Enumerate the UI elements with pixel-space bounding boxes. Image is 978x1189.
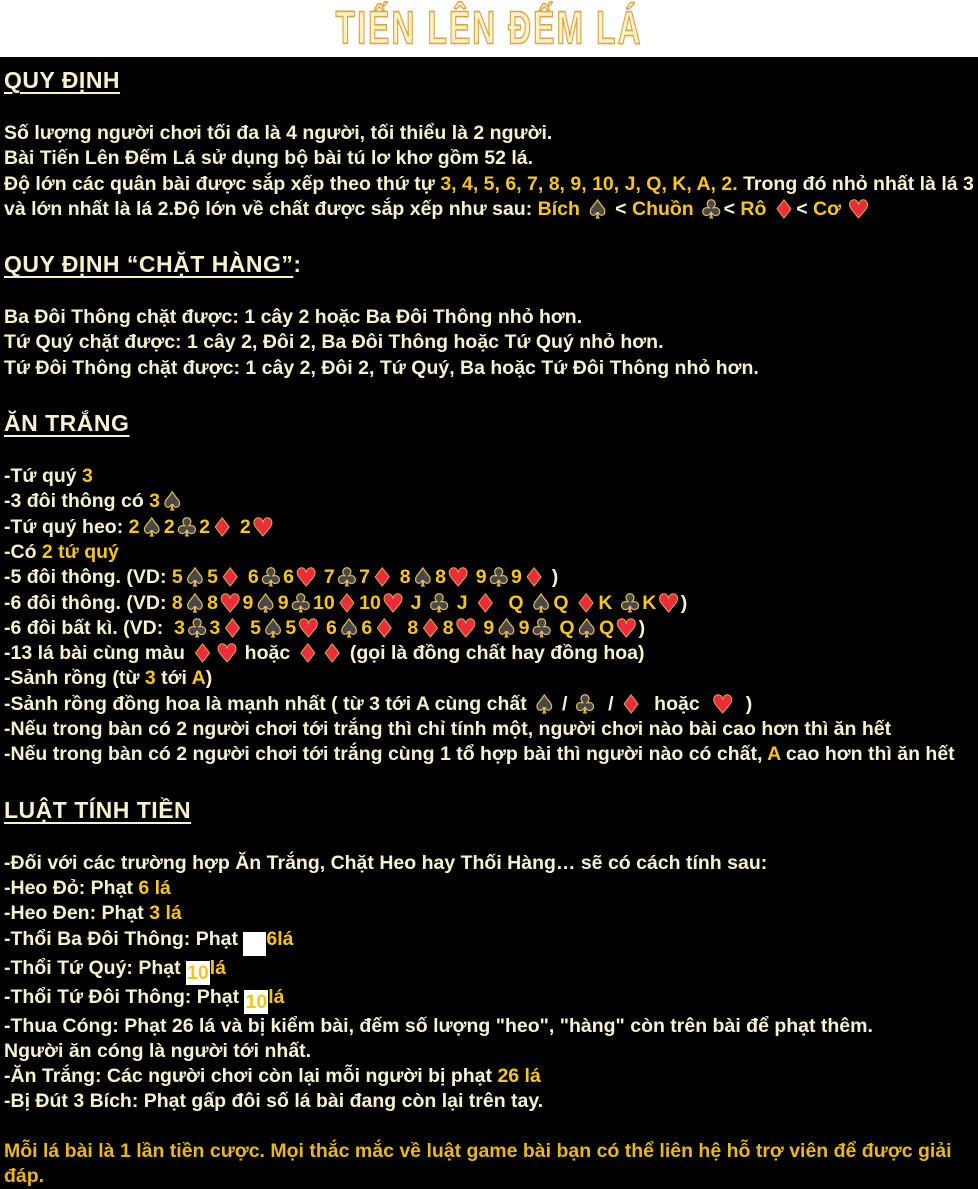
section-heading: ĂN TRẮNG [4, 410, 130, 437]
text-span: Trong đó nhỏ nhất là lá 3 [737, 172, 974, 195]
text-span: 9 [511, 566, 522, 589]
rule-line [4, 356, 974, 381]
club-icon: ♣ [700, 194, 723, 224]
text-span: -3 đôi thông có [4, 490, 150, 513]
text-span: 2 [163, 515, 175, 538]
rule-line [4, 1064, 974, 1089]
highlight-box [243, 932, 266, 956]
text-span: / [556, 692, 573, 715]
rules-content [0, 57, 978, 1189]
text-span: J [405, 591, 427, 614]
diamond-icon: ♦ [219, 563, 242, 593]
spade-icon: ♠ [254, 588, 277, 618]
text-span: lá [268, 985, 285, 1008]
rule-line [4, 985, 974, 1014]
text-span: 2 tứ quý [41, 540, 119, 563]
text-span: Người ăn cóng là người tới nhất. [4, 1039, 312, 1062]
club-icon: ♣ [259, 563, 283, 593]
rule-line [4, 689, 974, 719]
text-span: < [609, 197, 632, 220]
text-span: Q [553, 591, 574, 614]
text-span: (gọi là đồng chất hay đồng hoa) [344, 642, 645, 665]
text-span: 3 [144, 667, 156, 690]
rule-line [4, 512, 974, 542]
text-span: 5 [171, 566, 183, 589]
club-icon: ♣ [185, 613, 209, 643]
rule-line [4, 563, 974, 593]
text-span: -Thổi Ba Đôi Thông: Phạt [4, 927, 244, 950]
text-span: Chuồn [631, 197, 700, 220]
heart-icon: ♥ [295, 563, 318, 593]
diamond-icon: ♦ [474, 588, 497, 618]
text-span: 7 [359, 566, 370, 589]
text-span: Q [497, 591, 529, 614]
section-heading: QUY ĐỊNH “CHẶT HÀNG”: [4, 251, 302, 278]
text-span: 8 [396, 616, 419, 639]
spade-icon: ♠ [140, 512, 163, 542]
text-span: Rô [740, 197, 772, 220]
text-span: 8 [442, 616, 454, 639]
text-span: ) [205, 667, 213, 690]
text-span: hoặc [239, 642, 296, 665]
text-span: -Thua Cóng: Phạt 26 lá và bị kiểm bài, đếm số lượng "heo", "hàng" còn trên bài để phạt thêm. [4, 1014, 873, 1037]
text-span: 5 [207, 566, 219, 589]
text-span: hoặc [643, 692, 711, 715]
text-span: Độ lớn các quân bài được sắp xếp theo thứ tự [4, 172, 441, 195]
text-span: 5 [285, 616, 297, 639]
spade-icon: ♠ [495, 613, 518, 643]
text-span: Bài Tiến Lên Đếm Lá sử dụng bộ bài tú lơ khơ gồm 52 lá. [4, 147, 534, 170]
text-span: -Tứ quý heo: [4, 515, 129, 538]
text-span: 8 [394, 566, 411, 589]
rule-line [4, 146, 974, 171]
heart-icon: ♥ [215, 639, 239, 669]
diamond-icon: ♦ [370, 563, 394, 593]
spade-icon: ♠ [586, 194, 609, 224]
text-span: -Bị Đút 3 Bích: Phạt gấp đôi số lá bài đang còn lại trên tay. [4, 1090, 544, 1113]
rule-line [4, 588, 974, 618]
club-icon: ♣ [573, 689, 597, 719]
rule-line [4, 1014, 974, 1039]
text-span: Cơ [813, 197, 847, 220]
section-heading: LUẬT TÍNH TIỀN [4, 796, 192, 823]
rule-line [4, 851, 974, 876]
text-span: -Thổi Tứ Đôi Thông: Phạt [4, 985, 245, 1008]
heart-icon: ♥ [219, 588, 242, 618]
text-span: K [642, 591, 657, 614]
heart-icon: ♥ [381, 588, 405, 618]
text-span: 8 [171, 591, 183, 614]
text-span: -Thổi Tứ Quý: Phạt [4, 956, 187, 979]
text-span: 3 [82, 465, 93, 488]
text-span: ) [546, 566, 559, 589]
text-span: 6lá [266, 927, 294, 950]
rule-line [4, 1039, 974, 1064]
spade-icon: ♠ [575, 613, 598, 643]
spade-icon: ♠ [161, 487, 184, 517]
text-span: -Sảnh rồng đồng hoa là mạnh nhất ( từ 3 tới A cùng chất [4, 692, 533, 715]
heart-icon: ♥ [454, 613, 477, 643]
text-span: 6 [320, 616, 337, 639]
text-span: -Nếu trong bàn có 2 người chơi tới trắng cùng 1 tổ hợp bài thì người nào có chất, [4, 743, 768, 766]
text-span: ) [734, 692, 753, 715]
text-span: Q [553, 616, 575, 639]
rule-line [4, 666, 974, 691]
text-span: -Tứ quý [4, 465, 83, 488]
text-span: 3 [174, 616, 185, 639]
text-span: -Heo Đỏ: Phạt [4, 876, 139, 899]
spade-icon: ♠ [337, 613, 361, 643]
text-span: -Ăn Trắng: Các người chơi còn lại mỗi người bị phạt [4, 1065, 498, 1088]
spade-icon: ♠ [529, 588, 553, 618]
rule-line [4, 330, 974, 355]
text-span: K [598, 591, 618, 614]
rule-line [4, 927, 974, 956]
heart-icon: ♥ [297, 613, 320, 643]
footer-note: Mỗi lá bài là 1 lần tiền cược. Mọi thắc mắc về luật game bài bạn có thể liên hệ hỗ trợ viên để được giải đáp. [4, 1139, 952, 1187]
text-span: Tứ Đôi Thông chặt được: 1 cây 2, Đôi 2, Tứ Quý, Ba hoặc Tứ Đôi Thông nhỏ hơn. [4, 356, 759, 379]
text-span: Tứ Quý chặt được: 1 cây 2, Đôi 2, Ba Đôi Thông hoặc Tứ Quý nhỏ hơn. [4, 331, 664, 354]
heart-icon: ♥ [711, 689, 734, 719]
rule-line [4, 956, 974, 985]
text-span: Số lượng người chơi tối đa là 4 người, tối thiểu là 2 người. [4, 122, 553, 144]
diamond-icon: ♦ [619, 689, 643, 719]
title-banner [0, 0, 978, 57]
club-icon: ♣ [335, 563, 359, 593]
text-span: 9 [470, 566, 487, 589]
rule-line [4, 901, 974, 926]
heart-icon: ♥ [446, 563, 470, 593]
diamond-icon: ♦ [191, 639, 214, 669]
diamond-icon: ♦ [335, 588, 359, 618]
text-span: A [767, 743, 781, 766]
text-span: và lớn nhất là lá 2.Độ lớn về chất được sắp xếp như sau: [4, 197, 538, 220]
rule-line [4, 639, 974, 669]
text-span: Q [598, 616, 615, 639]
diamond-icon: ♦ [419, 613, 442, 643]
club-icon: ♣ [289, 588, 313, 618]
text-span: 10 [313, 591, 335, 614]
text-span: 3 [149, 490, 161, 513]
text-span: tới [155, 667, 192, 690]
text-span: -Có [4, 540, 42, 563]
rule-line [4, 717, 974, 742]
text-span: 9 [477, 616, 495, 639]
text-span: 8 [435, 566, 446, 589]
rule-line [4, 194, 974, 224]
rule-line [4, 540, 974, 565]
text-span: -6 đôi thông. (VD: [4, 591, 172, 614]
club-icon: ♣ [487, 563, 511, 593]
text-span: -13 lá bài cùng màu [4, 642, 191, 665]
spade-icon: ♠ [533, 689, 556, 719]
text-span: 26 lá [497, 1065, 541, 1088]
diamond-icon: ♦ [574, 588, 598, 618]
highlight-box: 10 [187, 961, 209, 984]
text-span: 6 lá [138, 876, 171, 899]
text-span: 6 [283, 566, 294, 589]
text-span: 6 [361, 616, 373, 639]
rule-line [4, 876, 974, 901]
text-span: 3, 4, 5, 6, 7, 8, 9, 10, J, Q, K, A, 2. [440, 172, 738, 195]
text-span: -Heo Đen: Phạt [4, 902, 150, 925]
rule-line [4, 121, 974, 146]
text-span: lá [209, 956, 226, 979]
text-span: 8 [207, 591, 219, 614]
text-span: / [597, 692, 619, 715]
spade-icon: ♠ [261, 613, 285, 643]
text-span: Ba Đôi Thông chặt được: 1 cây 2 hoặc Ba Đôi Thông nhỏ hơn. [4, 306, 583, 329]
diamond-icon: ♦ [373, 613, 396, 643]
rule-line [4, 464, 974, 489]
heart-icon: ♥ [251, 512, 275, 542]
text-span: Bích [537, 197, 586, 220]
text-span: 2 [234, 515, 251, 538]
rules-sections [4, 67, 974, 1115]
rule-line [4, 487, 974, 517]
rule-line [4, 613, 974, 643]
club-icon: ♣ [175, 512, 199, 542]
text-span: -Sảnh rồng (từ [4, 667, 145, 690]
rule-line [4, 172, 974, 197]
text-span: -Đối với các trường hợp Ăn Trắng, Chặt Heo hay Thối Hàng… sẽ có cách tính sau: [4, 851, 768, 874]
highlight-box: 10 [245, 990, 268, 1013]
diamond-icon: ♦ [321, 639, 344, 669]
text-span: < [723, 197, 741, 220]
heart-icon: ♥ [657, 588, 680, 618]
heart-icon: ♥ [847, 194, 870, 224]
text-span: 6 [242, 566, 259, 589]
club-icon: ♣ [427, 588, 451, 618]
club-icon: ♣ [618, 588, 642, 618]
spade-icon: ♠ [411, 563, 435, 593]
heart-icon: ♥ [615, 613, 638, 643]
text-span: A [191, 667, 206, 690]
spade-icon: ♠ [183, 563, 207, 593]
diamond-icon: ♦ [772, 194, 796, 224]
rule-line [4, 305, 974, 330]
text-span: 9 [518, 616, 530, 639]
text-span: 9 [277, 591, 289, 614]
diamond-icon: ♦ [522, 563, 546, 593]
text-span: ) [638, 616, 646, 639]
text-span: 9 [242, 591, 254, 614]
rule-line [4, 1089, 974, 1114]
text-span: 2 [199, 515, 211, 538]
text-span: -6 đôi bất kì. (VD: [4, 616, 175, 639]
text-span: 10 [359, 591, 381, 614]
text-span: 7 [318, 566, 335, 589]
text-span: 3 [209, 616, 221, 639]
text-span: cao hơn thì ăn hết [780, 743, 955, 766]
text-span: -Nếu trong bàn có 2 người chơi tới trắng thì chỉ tính một, người chơi nào bài cao hơn thì ăn hết [4, 718, 892, 741]
diamond-icon: ♦ [221, 613, 244, 643]
spade-icon: ♠ [183, 588, 207, 618]
diamond-icon: ♦ [296, 639, 320, 669]
page-title: TIẾN LÊN ĐẾM LÁ [335, 2, 643, 54]
text-span: J [451, 591, 474, 614]
diamond-icon: ♦ [211, 512, 234, 542]
text-span: -5 đôi thông. (VD: [4, 566, 172, 589]
club-icon: ♣ [530, 613, 553, 643]
text-span: < [796, 197, 814, 220]
rule-line [4, 742, 974, 767]
section-heading: QUY ĐỊNH [4, 67, 121, 93]
text-span: ) [680, 591, 688, 614]
text-span: 3 lá [149, 902, 182, 925]
text-span: 5 [244, 616, 261, 639]
text-span: 2 [128, 515, 140, 538]
